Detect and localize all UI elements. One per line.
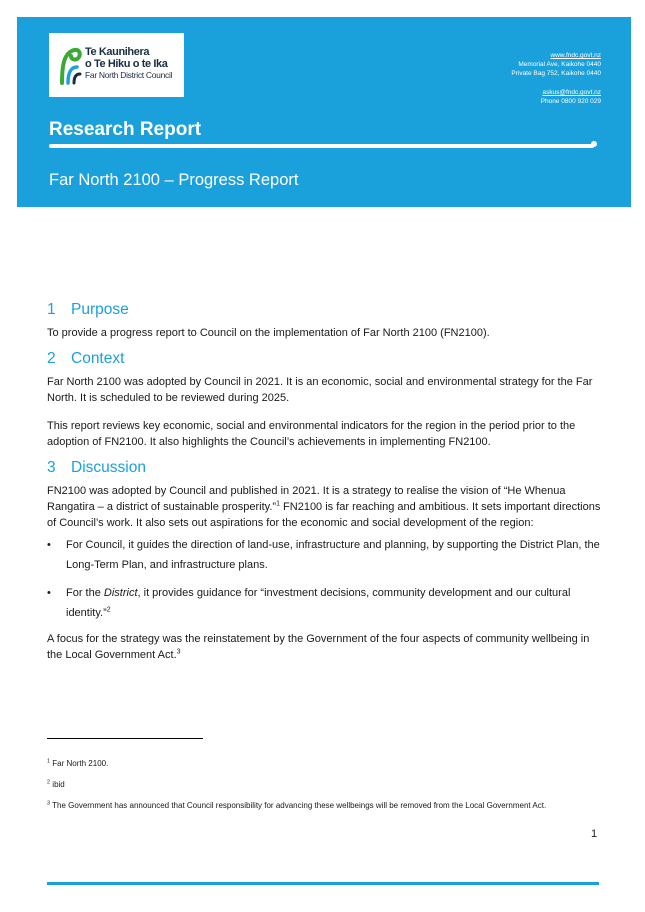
discussion-closing: A focus for the strategy was the reinstatement by the Government of the four aspects of community wellbeing in the Local Government Act.$^3$ — [47, 633, 590, 661]
report-subtitle: Far North 2100 – Progress Report — [49, 171, 299, 189]
council-logo[interactable] — [49, 33, 184, 97]
list-item: • For the District, it provides guidance for “investment decisions, community development and our cultural identity.”$^2$ — [47, 587, 571, 619]
footnote-ref-2[interactable]: 2 — [106, 606, 111, 614]
report-body — [47, 301, 607, 663]
context-paragraph-1: Far North 2100 was adopted by Council in 2021. It is an economic, social and environmental strategy for the Far North. It is scheduled to be reviewed during 2025. — [47, 376, 593, 404]
section-heading-discussion: 3 Discussion — [47, 459, 146, 476]
logo-line-1: Te Kaunihera — [85, 46, 150, 58]
koru-logo-icon — [60, 47, 82, 85]
footnote-2: $^2$ ibid — [47, 779, 65, 789]
footnote-separator — [47, 738, 203, 739]
footnote-3: $^3$ The Government has announced that Council responsibility for advancing these wellbeings will be removed from the Local Government Act. — [47, 800, 547, 810]
footnote-1: $^1$ Far North 2100. — [47, 758, 109, 768]
address-line-2: Private Bag 752, Kaikohe 0440 — [511, 70, 601, 77]
section-heading-purpose: 1 Purpose — [47, 301, 129, 318]
address-line-1: Memorial Ave, Kaikohe 0440 — [518, 61, 601, 68]
section-heading-context: 2 Context — [47, 350, 125, 367]
logo-wordmark — [85, 47, 172, 82]
list-item: • For Council, it guides the direction of land-use, infrastructure and planning, by supporting the District Plan, the Long-Term Plan, and infrastructure plans. — [47, 539, 600, 571]
footnotes — [47, 758, 607, 821]
website-link[interactable]: www.fndc.govt.nz — [550, 52, 601, 59]
title-divider-end — [591, 141, 597, 147]
purpose-paragraph: To provide a progress report to Council on the implementation of Far North 2100 (FN2100). — [47, 327, 490, 339]
context-paragraph-2: This report reviews key economic, social and environmental indicators for the region in the period prior to the adoption of FN2100. It also highlights the Council’s achievements in implementing FN2100. — [47, 420, 576, 448]
report-type-title: Research Report — [49, 119, 202, 140]
logo-line-3: Far North District Council — [85, 70, 173, 80]
email-link[interactable]: askus@fndc.govt.nz — [542, 89, 601, 96]
footer-rule — [47, 882, 599, 885]
discussion-bullet-list — [47, 535, 607, 623]
phone-number: Phone 0800 920 029 — [540, 98, 601, 105]
contact-block — [511, 51, 601, 106]
footnote-ref-1[interactable]: 1 — [276, 500, 280, 508]
page-number: 1 — [591, 828, 598, 840]
logo-line-2: o Te Hiku o te Ika — [85, 57, 168, 70]
title-divider — [49, 144, 594, 148]
discussion-intro: FN2100 was adopted by Council and published in 2021. It is a strategy to realise the vision of “He Whenua Rangatira – a district of sustainable prosperity.”$^1$ FN2100 is far reaching and ambitious. It sets important directions of Council’s work. It also sets out aspirations for the economic and social development of the region: — [47, 485, 601, 529]
footnote-ref-3[interactable]: 3 — [176, 648, 181, 656]
